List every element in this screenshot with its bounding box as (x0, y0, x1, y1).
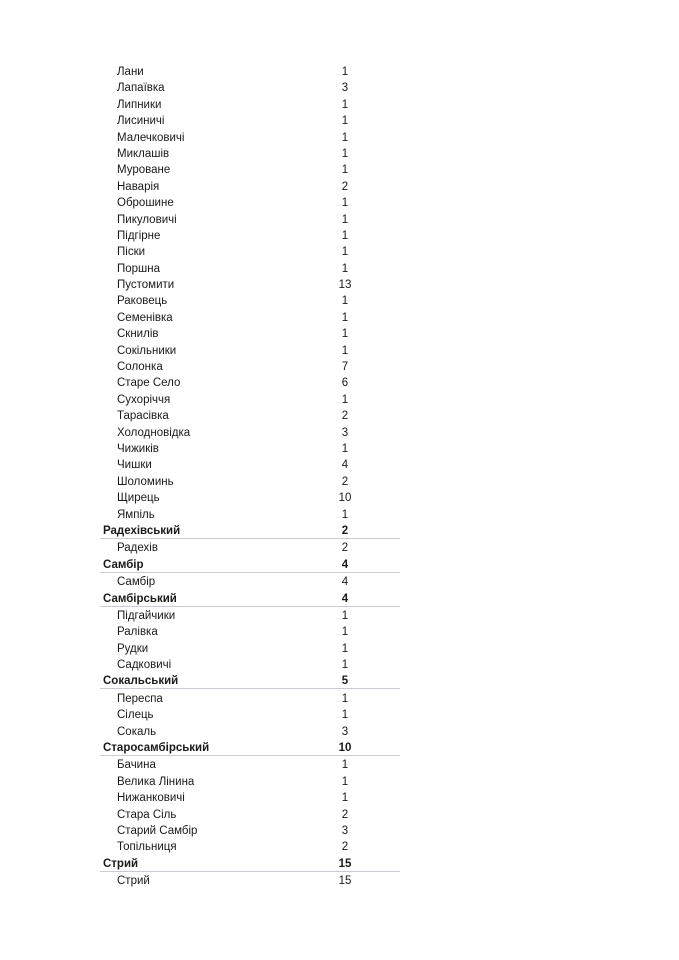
settlement-name: Радехів (117, 542, 158, 555)
case-count: 1 (341, 262, 349, 275)
case-count: 4 (341, 592, 349, 605)
settlement-name: Самбір (117, 576, 156, 589)
settlement-row (100, 873, 400, 889)
settlement-row (100, 839, 400, 855)
settlement-name: Сокільники (117, 344, 177, 357)
case-count: 1 (341, 98, 349, 111)
settlement-name: Стрий (117, 875, 150, 888)
case-count: 1 (341, 626, 349, 639)
settlement-row (100, 624, 400, 640)
settlement-row (100, 657, 400, 673)
settlement-row (100, 261, 400, 277)
settlement-name: Щирець (117, 492, 160, 505)
settlement-name: Пикуловичі (117, 213, 177, 226)
settlement-row (100, 574, 400, 590)
settlement-name: Стара Сіль (117, 808, 177, 821)
settlement-name: Скнилів (117, 328, 159, 341)
settlement-row (100, 277, 400, 293)
settlement-name: Малечковичі (117, 131, 185, 144)
case-count: 3 (341, 426, 349, 439)
settlement-row (100, 490, 400, 506)
settlement-name: Старий Самбір (117, 824, 198, 837)
case-count: 2 (341, 808, 349, 821)
case-count: 15 (338, 857, 352, 870)
settlement-row (100, 179, 400, 195)
settlement-row (100, 641, 400, 657)
case-count: 1 (341, 393, 349, 406)
district-name: Старосамбірський (103, 742, 210, 755)
case-count: 1 (341, 131, 349, 144)
case-count: 1 (341, 508, 349, 521)
district-name: Самбір (103, 558, 144, 571)
settlement-name: Підгірне (117, 229, 161, 242)
case-count: 1 (341, 311, 349, 324)
case-count: 1 (341, 197, 349, 210)
case-count: 3 (341, 824, 349, 837)
settlement-name: Наварія (117, 180, 160, 193)
settlement-name: Лисиничі (117, 115, 165, 128)
district-name: Радехівський (103, 524, 181, 537)
settlement-name: Солонка (117, 361, 163, 374)
settlement-row (100, 691, 400, 707)
settlement-row (100, 375, 400, 391)
case-count: 5 (341, 675, 349, 688)
settlement-row (100, 130, 400, 146)
settlement-name: Велика Лінина (117, 775, 195, 788)
settlement-name: Підгайчики (117, 609, 176, 622)
settlement-name: Оброшине (117, 197, 174, 210)
settlement-name: Чишки (117, 459, 152, 472)
case-count: 1 (341, 66, 349, 78)
settlement-name: Лапаївка (117, 82, 165, 95)
settlement-row (100, 326, 400, 342)
settlement-row (100, 608, 400, 624)
case-count: 2 (341, 410, 349, 423)
settlement-name: Переспа (117, 692, 163, 705)
case-count: 2 (341, 475, 349, 488)
settlement-name: Старе Село (117, 377, 181, 390)
case-count: 4 (341, 558, 349, 571)
settlement-row (100, 146, 400, 162)
settlement-row (100, 790, 400, 806)
case-count: 1 (341, 344, 349, 357)
district-row (100, 591, 400, 607)
settlement-name: Садковичі (117, 659, 172, 672)
district-name: Стрий (103, 857, 139, 870)
settlement-name: Рудки (117, 642, 149, 655)
case-count: 1 (341, 709, 349, 722)
settlement-name: Раковець (117, 295, 168, 308)
settlement-name: Муроване (117, 164, 171, 177)
settlement-name: Семенівка (117, 311, 173, 324)
settlement-row (100, 425, 400, 441)
settlement-row (100, 408, 400, 424)
case-count: 6 (341, 377, 349, 390)
settlement-row (100, 474, 400, 490)
case-count: 2 (341, 180, 349, 193)
settlement-row (100, 162, 400, 178)
settlement-name: Чижиків (117, 442, 159, 455)
case-count: 4 (341, 459, 349, 472)
settlement-name: Шоломинь (117, 475, 174, 488)
settlement-row (100, 807, 400, 823)
case-count: 1 (341, 147, 349, 160)
settlement-name: Холодновідка (117, 426, 191, 439)
settlement-row (100, 507, 400, 523)
settlement-row (100, 310, 400, 326)
settlement-name: Ралівка (117, 626, 158, 639)
case-count: 1 (341, 792, 349, 805)
settlement-row (100, 707, 400, 723)
settlement-row (100, 64, 400, 80)
settlement-name: Сокаль (117, 725, 157, 738)
case-count: 1 (341, 246, 349, 259)
settlement-row (100, 80, 400, 96)
case-count: 1 (341, 659, 349, 672)
settlement-name: Лани (117, 66, 144, 78)
case-count: 2 (341, 524, 349, 537)
case-count: 1 (341, 642, 349, 655)
settlement-row (100, 774, 400, 790)
case-count: 2 (341, 542, 349, 555)
settlement-row (100, 195, 400, 211)
settlement-row (100, 441, 400, 457)
settlement-row (100, 457, 400, 473)
case-count: 1 (341, 295, 349, 308)
district-name: Сокальський (103, 675, 179, 688)
case-count: 1 (341, 328, 349, 341)
settlement-row (100, 757, 400, 773)
case-count: 15 (338, 875, 352, 888)
case-count: 1 (341, 775, 349, 788)
settlement-name: Бачина (117, 759, 156, 772)
case-count: 1 (341, 213, 349, 226)
settlement-row (100, 823, 400, 839)
case-count: 2 (341, 841, 349, 854)
settlement-name: Пустомити (117, 279, 175, 292)
case-count: 1 (341, 442, 349, 455)
case-count: 10 (338, 492, 352, 505)
case-count: 4 (341, 576, 349, 589)
settlement-row (100, 724, 400, 740)
settlement-name: Поршна (117, 262, 161, 275)
case-count: 1 (341, 229, 349, 242)
district-row (100, 856, 400, 872)
settlement-row (100, 97, 400, 113)
case-count: 13 (338, 279, 352, 292)
district-name: Самбірський (103, 592, 177, 605)
district-row (100, 523, 400, 539)
case-count: 1 (341, 164, 349, 177)
settlement-row (100, 113, 400, 129)
district-row (100, 673, 400, 689)
case-count: 1 (341, 609, 349, 622)
case-count: 3 (341, 725, 349, 738)
settlement-row (100, 212, 400, 228)
settlement-name: Тарасівка (117, 410, 169, 423)
settlement-row (100, 343, 400, 359)
case-count: 10 (338, 742, 352, 755)
case-count: 1 (341, 759, 349, 772)
settlement-name: Миклашів (117, 147, 170, 160)
settlement-row (100, 228, 400, 244)
case-count: 1 (341, 115, 349, 128)
district-row (100, 740, 400, 756)
case-count: 7 (341, 361, 349, 374)
settlement-name: Топільниця (117, 841, 177, 854)
case-count: 3 (341, 82, 349, 95)
settlement-row (100, 244, 400, 260)
settlement-row (100, 540, 400, 556)
settlement-name: Нижанковичі (117, 792, 185, 805)
settlement-row (100, 359, 400, 375)
settlement-row (100, 392, 400, 408)
settlement-name: Сілець (117, 709, 154, 722)
case-count: 1 (341, 692, 349, 705)
settlement-name: Липники (117, 98, 162, 111)
settlement-name: Ямпіль (117, 508, 155, 521)
settlement-name: Сухоріччя (117, 393, 171, 406)
cases-table (100, 64, 400, 890)
settlement-row (100, 293, 400, 309)
settlement-name: Піски (117, 246, 146, 259)
district-row (100, 557, 400, 573)
